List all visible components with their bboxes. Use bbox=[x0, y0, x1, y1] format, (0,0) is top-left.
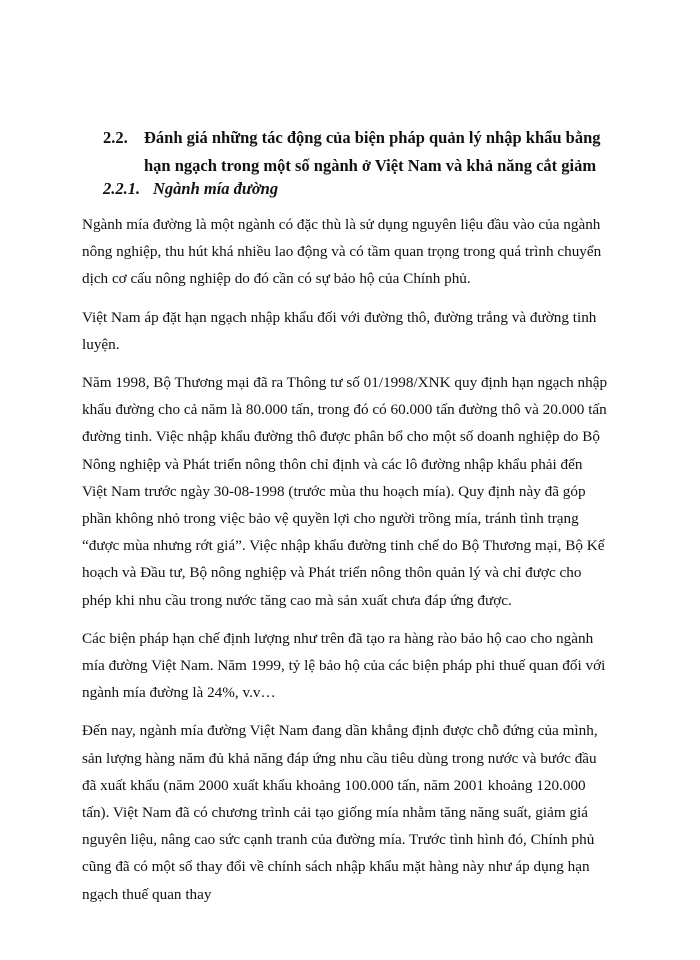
section-heading bbox=[103, 124, 613, 180]
subsection-title: Ngành mía đường bbox=[153, 179, 279, 198]
body-text bbox=[82, 211, 610, 919]
subsection-heading bbox=[103, 178, 278, 200]
section-title: Đánh giá những tác động của biện pháp quản lý nhập khẩu bằng hạn ngạch trong một số ngành ở Việt Nam và khả năng cắt giảm bbox=[144, 128, 601, 175]
paragraph-current-status: Đến nay, ngành mía đường Việt Nam đang dần khẳng định được chỗ đứng của mình, sản lượng hàng năm đủ khả năng đáp ứng nhu cầu tiêu dùng trong nước và bước đầu đã xuất khẩu (năm 2000 xuất khẩu khoảng 100.000 tấn, năm 2001 khoảng 120.000 tấn). Việt Nam đã có chương trình cải tạo giống mía nhằm tăng năng suất, giảm giá nguyên liệu, nâng cao sức cạnh tranh của đường mía. Trước tình hình đó, Chính phủ cũng đã có một số thay đổi về chính sách nhập khẩu mặt hàng này như áp dụng hạn ngạch thuế quan thay bbox=[82, 722, 598, 903]
section-number: 2.2. bbox=[103, 128, 128, 147]
paragraph-1998-circular: Năm 1998, Bộ Thương mại đã ra Thông tư số 01/1998/XNK quy định hạn ngạch nhập khẩu đường cho cả năm là 80.000 tấn, trong đó có 60.000 tấn đường thô và 20.000 tấn đường tinh. Việc nhập khẩu đường thô được phân bổ cho một số doanh nghiệp do Bộ Nông nghiệp và Phát triển nông thôn chỉ định và các lô đường nhập khẩu phải đến Việt Nam trước ngày 30-08-1998 (trước mùa thu hoạch mía). Quy định này đã góp phần không nhỏ trong việc bảo vệ quyền lợi cho người trồng mía, tránh tình trạng “được mùa nhưng rớt giá”. Việc nhập khẩu đường tinh chế do Bộ Thương mại, Bộ Kế hoạch và Đầu tư, Bộ nông nghiệp và Phát triển nông thôn quản lý và chỉ được cho phép khi nhu cầu trong nước tăng cao mà sản xuất chưa đáp ứng được. bbox=[82, 374, 608, 609]
subsection-number: 2.2.1. bbox=[103, 179, 141, 198]
paragraph-sugar-industry-intro: Ngành mía đường là một ngành có đặc thù là sử dụng nguyên liệu đầu vào của ngành nông nghiệp, thu hút khá nhiều lao động và có tầm quan trọng trong quá trình chuyển dịch cơ cấu nông nghiệp do đó cần có sự bảo hộ của Chính phủ. bbox=[82, 216, 602, 288]
paragraph-quota-products: Việt Nam áp đặt hạn ngạch nhập khẩu đối với đường thô, đường trắng và đường tinh luyện. bbox=[82, 308, 597, 353]
paragraph-protection-rate: Các biện pháp hạn chế định lượng như trên đã tạo ra hàng rào bảo hộ cao cho ngành mía đường Việt Nam. Năm 1999, tỷ lệ bảo hộ của các biện pháp phi thuế quan đối với ngành mía đường là 24%, v.v… bbox=[82, 629, 606, 702]
